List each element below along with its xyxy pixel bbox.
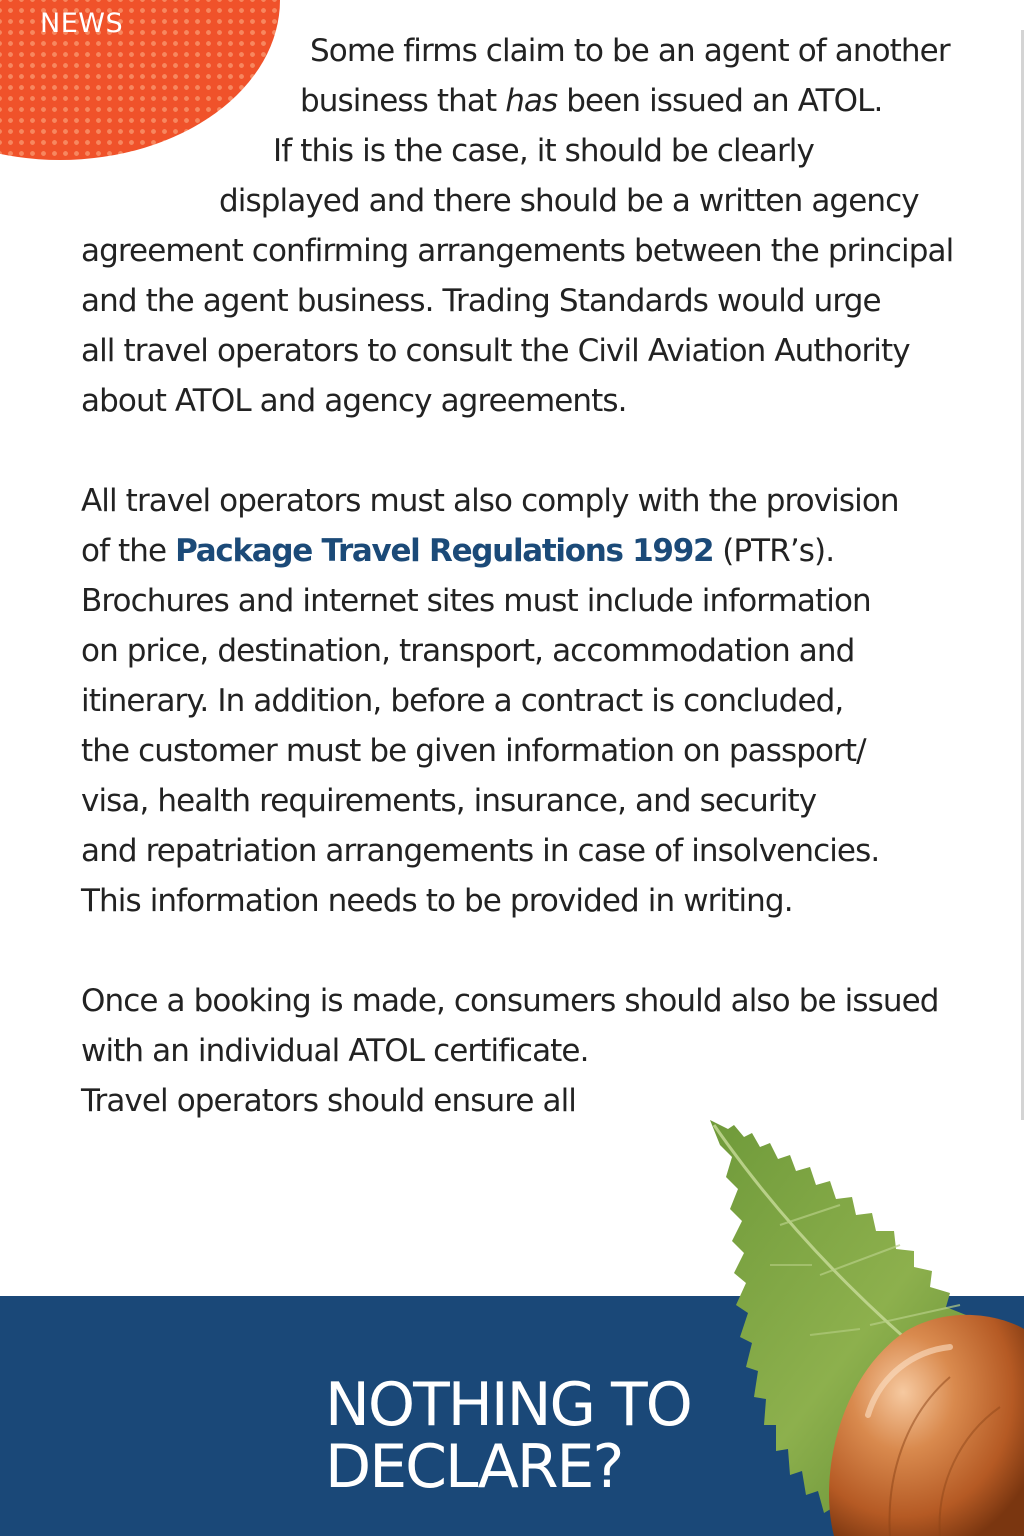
emphasis-text: has bbox=[505, 83, 558, 119]
text-span: been issued an ATOL. bbox=[557, 83, 883, 119]
text-span: (PTR’s). bbox=[713, 533, 835, 569]
text-line: Some firms claim to be an agent of another bbox=[310, 33, 950, 69]
text-line: itinerary. In addition, before a contract is concluded, bbox=[81, 683, 844, 719]
text-line: agreement confirming arrangements between the principal bbox=[81, 233, 954, 269]
section-label: NEWS bbox=[40, 8, 124, 39]
text-line bbox=[81, 531, 834, 571]
text-line: and repatriation arrangements in case of insolvencies. bbox=[81, 833, 880, 869]
text-line: visa, health requirements, insurance, and security bbox=[81, 783, 817, 819]
text-line: the customer must be given information on passport/ bbox=[81, 733, 866, 769]
text-line: All travel operators must also comply with the provision bbox=[81, 483, 899, 519]
text-span: business that bbox=[300, 83, 506, 119]
news-badge bbox=[0, 0, 280, 160]
text-line: and the agent business. Trading Standards would urge bbox=[81, 283, 881, 319]
text-line: Brochures and internet sites must include information bbox=[81, 583, 871, 619]
banner-title-line: DECLARE? bbox=[325, 1432, 623, 1502]
text-line: on price, destination, transport, accommodation and bbox=[81, 633, 855, 669]
text-line: Travel operators should ensure all bbox=[81, 1083, 577, 1119]
text-line: displayed and there should be a written agency bbox=[219, 183, 919, 219]
text-line: This information needs to be provided in writing. bbox=[81, 883, 793, 919]
text-line: about ATOL and agency agreements. bbox=[81, 383, 627, 419]
text-line: Once a booking is made, consumers should also be issued bbox=[81, 983, 939, 1019]
text-line: with an individual ATOL certificate. bbox=[81, 1033, 589, 1069]
package-travel-regulations-link[interactable]: Package Travel Regulations 1992 bbox=[175, 533, 714, 569]
leaf-and-hazelnut-icon bbox=[700, 1115, 1024, 1536]
banner-title bbox=[325, 1370, 691, 1502]
text-span: of the bbox=[81, 533, 176, 569]
text-line: If this is the case, it should be clearly bbox=[273, 133, 814, 169]
banner-title-line: NOTHING TO bbox=[325, 1370, 691, 1440]
text-line bbox=[300, 81, 883, 121]
text-line: all travel operators to consult the Civil Aviation Authority bbox=[81, 333, 910, 369]
